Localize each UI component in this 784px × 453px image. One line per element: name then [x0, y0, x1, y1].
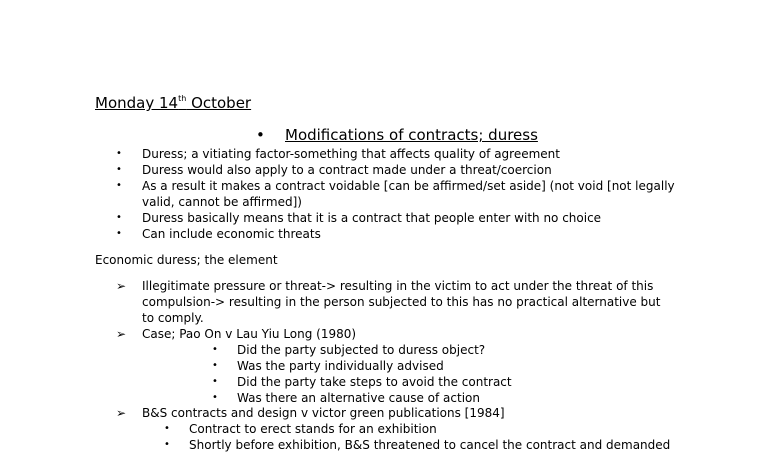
bullet-icon: • [116, 148, 122, 159]
list-item [212, 374, 672, 390]
list-item [116, 162, 676, 178]
list-item [116, 326, 676, 342]
list-item [116, 278, 676, 326]
arrow-bullet-icon: ➢ [116, 406, 127, 420]
list-item-text: Duress would also apply to a contract made under a threat/coercion [142, 163, 552, 177]
bullet-icon: • [164, 423, 170, 434]
section-title: Modifications of contracts; duress [285, 126, 538, 144]
list-item-text: Shortly before exhibition, B&S threatened to cancel the contract and demanded [189, 438, 671, 452]
bullet-icon: • [116, 164, 122, 175]
case-questions-list [212, 342, 672, 406]
list-item-text: Contract to erect stands for an exhibition [189, 422, 437, 436]
list-item [116, 405, 676, 421]
list-item [164, 437, 684, 453]
list-item-text: Did the party subjected to duress object? [237, 343, 486, 357]
second-case-points-list [164, 421, 684, 437]
bullet-icon: • [212, 360, 218, 371]
bullet-icon: • [116, 228, 122, 239]
list-item [116, 146, 676, 162]
bullet-icon: • [212, 376, 218, 387]
list-item-text: As a result it makes a contract voidable [can be affirmed/set aside] (not void [not legally valid, cannot be affirmed]) [142, 179, 675, 209]
list-item [212, 342, 672, 358]
date-heading [95, 94, 251, 112]
heading-prefix: Monday 14 [95, 94, 179, 112]
list-item-text: Illegitimate pressure or threat-> resulting in the victim to act under the threat of this compulsion-> resulting in the person subjected to this has no practical alternative but to comply. [142, 279, 661, 325]
bullet-icon: • [212, 344, 218, 355]
list-item [116, 226, 676, 242]
list-item [164, 421, 684, 437]
section-title-item [256, 126, 538, 144]
arrow-bullet-icon: ➢ [116, 279, 127, 293]
list-item-text: Duress basically means that it is a contract that people enter with no choice [142, 211, 602, 225]
heading-superscript: th [178, 94, 187, 103]
list-item [212, 358, 672, 374]
bullet-icon: • [256, 126, 265, 144]
list-item-text: Duress; a vitiating factor-something that affects quality of agreement [142, 147, 560, 161]
list-item [212, 390, 672, 406]
list-item-text: Was there an alternative cause of action [237, 391, 480, 405]
list-item-text: Did the party take steps to avoid the contract [237, 375, 512, 389]
list-item [116, 210, 676, 226]
arrow-bullet-icon: ➢ [116, 327, 127, 341]
list-item-text: Was the party individually advised [237, 359, 444, 373]
economic-points-list [116, 278, 676, 342]
bullet-icon: • [116, 180, 122, 191]
list-item-text: Case; Pao On v Lau Yiu Long (1980) [142, 327, 357, 341]
second-case-points-list-cont [164, 437, 684, 453]
second-case-list [116, 405, 676, 421]
list-item-text: B&S contracts and design v victor green publications [1984] [142, 406, 505, 420]
duress-points-list [116, 146, 676, 242]
bullet-icon: • [116, 212, 122, 223]
bullet-icon: • [164, 439, 170, 450]
list-item [116, 178, 676, 210]
bullet-icon: • [212, 392, 218, 403]
heading-suffix: October [186, 94, 252, 112]
list-item-text: Can include economic threats [142, 227, 321, 241]
economic-duress-heading: Economic duress; the element [95, 253, 278, 267]
